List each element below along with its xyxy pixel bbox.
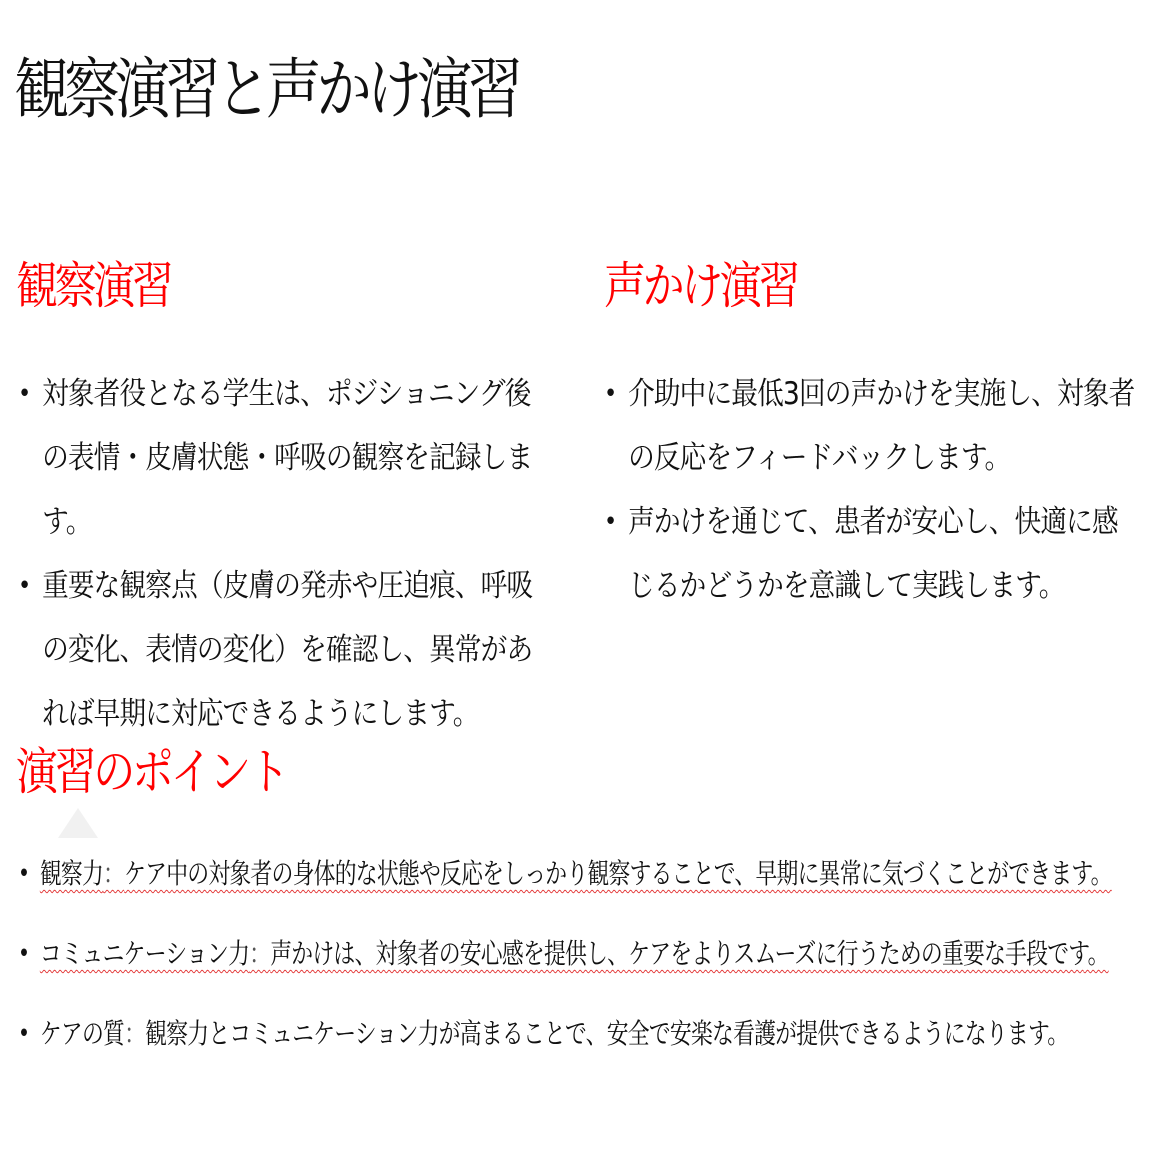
point-label: 観察力 bbox=[39, 857, 104, 890]
point-separator: ： bbox=[103, 857, 125, 890]
point-text: 観察力とコミュニケーション力が高まることで、安全で安楽な看護が提供できるようになります。 bbox=[145, 1017, 1069, 1050]
observation-item bbox=[18, 554, 549, 746]
bullet-icon: • bbox=[18, 859, 30, 889]
voice-item bbox=[604, 490, 1135, 618]
point-text: ケア中の対象者の身体的な状態や反応をしっかり観察することで、早期に異常に気づくことができます。 bbox=[124, 857, 1112, 890]
observation-item-text: 重要な観察点（皮膚の発赤や圧迫痕、呼吸の変化、表情の変化）を確認し、異常があれば早期に対応できるようにします。 bbox=[42, 568, 533, 732]
decorative-triangle bbox=[58, 808, 98, 838]
observation-item-text: 対象者役となる学生は、ポジショニング後の表情・皮膚状態・呼吸の観察を記録します。 bbox=[42, 376, 533, 540]
bullet-icon: • bbox=[604, 507, 617, 537]
points-list bbox=[18, 848, 1151, 1088]
bullet-icon: • bbox=[604, 379, 617, 409]
point-item-content bbox=[40, 937, 1109, 970]
page-title: 観察演習と声かけ演習 bbox=[14, 51, 518, 128]
point-label: コミュニケーション力 bbox=[39, 937, 250, 970]
voice-item-text: 介助中に最低3回の声かけを実施し、対象者の反応をフィードバックします。 bbox=[628, 376, 1135, 476]
point-text: 声かけは、対象者の安心感を提供し、ケアをよりスムーズに行うための重要な手段です。 bbox=[270, 937, 1109, 970]
voice-item bbox=[604, 362, 1135, 490]
bullet-icon: • bbox=[18, 379, 31, 409]
bullet-icon: • bbox=[18, 939, 30, 969]
point-item-content bbox=[40, 857, 1112, 890]
voice-list bbox=[604, 362, 1135, 618]
observation-item bbox=[18, 362, 549, 554]
point-item bbox=[18, 1008, 1112, 1088]
point-item bbox=[18, 928, 1112, 1008]
point-label: ケアの質 bbox=[39, 1017, 125, 1050]
point-item bbox=[18, 848, 1112, 928]
voice-heading: 声かけ演習 bbox=[604, 257, 798, 315]
observation-list bbox=[18, 362, 533, 746]
point-separator: ： bbox=[249, 937, 271, 970]
point-item-content bbox=[40, 1017, 1068, 1050]
bullet-icon: • bbox=[18, 571, 31, 601]
point-separator: ： bbox=[124, 1017, 146, 1050]
voice-item-text: 声かけを通じて、患者が安心し、快適に感じるかどうかを意識して実践します。 bbox=[628, 504, 1118, 604]
points-heading: 演習のポイント bbox=[16, 743, 287, 801]
observation-heading: 観察演習 bbox=[16, 257, 171, 315]
bullet-icon: • bbox=[18, 1019, 30, 1049]
